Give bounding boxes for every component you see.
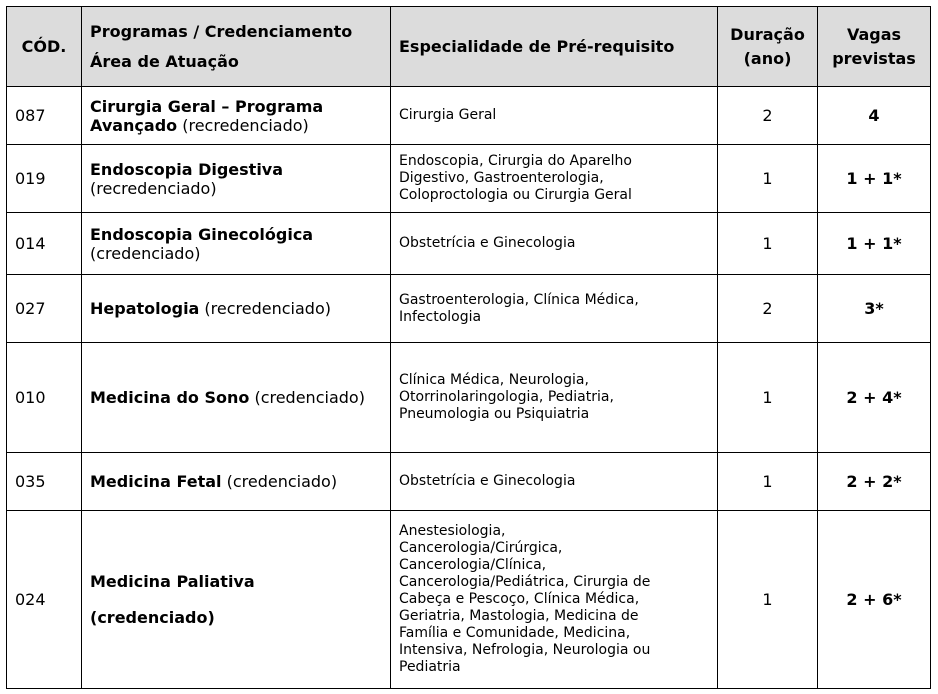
program-status: (recredenciado) xyxy=(199,299,331,318)
cell-code: 027 xyxy=(7,275,82,343)
cell-vacancies: 1 + 1* xyxy=(818,145,931,213)
program-name: Endoscopia Digestiva xyxy=(90,159,284,179)
cell-program xyxy=(82,213,391,275)
cell-duration: 1 xyxy=(718,453,818,511)
program-status: (credenciado) xyxy=(221,472,338,491)
cell-code: 014 xyxy=(7,213,82,275)
table-row xyxy=(7,87,931,145)
table-header-row xyxy=(7,7,931,87)
cell-code: 035 xyxy=(7,453,82,511)
header-program xyxy=(82,7,391,87)
cell-code: 024 xyxy=(7,511,82,689)
cell-code: 087 xyxy=(7,87,82,145)
program-name: Medicina Fetal xyxy=(90,472,222,491)
cell-duration: 1 xyxy=(718,343,818,453)
cell-code: 019 xyxy=(7,145,82,213)
header-duration-line2: (ano) xyxy=(743,48,792,68)
table-row xyxy=(7,453,931,511)
header-duration xyxy=(718,7,818,87)
program-status: (credenciado) xyxy=(90,243,201,263)
header-vacancies-line2: previstas xyxy=(832,48,916,68)
cell-duration: 1 xyxy=(718,145,818,213)
header-vacancies xyxy=(818,7,931,87)
residency-programs-table xyxy=(6,6,931,689)
table-row xyxy=(7,145,931,213)
cell-vacancies: 2 + 2* xyxy=(818,453,931,511)
cell-program xyxy=(82,453,391,511)
table-row xyxy=(7,275,931,343)
program-name: Cirurgia Geral – Programa Avançado xyxy=(90,96,324,135)
cell-specialty: Cirurgia Geral xyxy=(391,87,718,145)
header-duration-line1: Duração xyxy=(730,24,805,44)
cell-vacancies: 2 + 4* xyxy=(818,343,931,453)
header-specialty: Especialidade de Pré-requisito xyxy=(391,7,718,87)
cell-specialty: Endoscopia, Cirurgia do Aparelho Digestivo, Gastroenterologia, Coloproctologia ou Cirurgia Geral xyxy=(391,145,718,213)
cell-vacancies: 4 xyxy=(818,87,931,145)
header-code: CÓD. xyxy=(7,7,82,87)
table-row xyxy=(7,343,931,453)
table-row xyxy=(7,511,931,689)
program-name: Hepatologia xyxy=(90,299,200,318)
cell-duration: 1 xyxy=(718,511,818,689)
cell-program xyxy=(82,87,391,145)
header-program-line2: Área de Atuação xyxy=(90,51,239,71)
cell-vacancies: 1 + 1* xyxy=(818,213,931,275)
cell-program xyxy=(82,511,391,689)
cell-specialty: Obstetrícia e Ginecologia xyxy=(391,453,718,511)
cell-duration: 1 xyxy=(718,213,818,275)
header-vacancies-line1: Vagas xyxy=(846,24,902,44)
program-status: (recredenciado) xyxy=(90,178,217,198)
cell-vacancies: 2 + 6* xyxy=(818,511,931,689)
cell-specialty: Obstetrícia e Ginecologia xyxy=(391,213,718,275)
cell-duration: 2 xyxy=(718,275,818,343)
cell-program xyxy=(82,343,391,453)
cell-specialty: Anestesiologia, Cancerologia/Cirúrgica, Cancerologia/Clínica, Cancerologia/Pediátrica, Cirurgia de Cabeça e Pescoço, Clínica Médica, Geriatria, Mastologia, Medicina de Família e Comunidade, Medicina, Intensiva, Nefrologia, Neurologia ou Pediatria xyxy=(391,511,718,689)
program-name: Medicina do Sono xyxy=(90,388,250,407)
cell-specialty: Gastroenterologia, Clínica Médica, Infectologia xyxy=(391,275,718,343)
program-status: (credenciado) xyxy=(249,388,365,407)
header-program-line1: Programas / Credenciamento xyxy=(90,21,353,41)
cell-specialty: Clínica Médica, Neurologia, Otorrinolaringologia, Pediatria, Pneumologia ou Psiquiatria xyxy=(391,343,718,453)
cell-program xyxy=(82,145,391,213)
program-name: Endoscopia Ginecológica xyxy=(90,224,314,244)
program-status: (recredenciado) xyxy=(177,115,309,135)
program-name: Medicina Paliativa xyxy=(90,571,255,591)
program-status: (credenciado) xyxy=(90,607,215,627)
cell-vacancies: 3* xyxy=(818,275,931,343)
table-row xyxy=(7,213,931,275)
cell-duration: 2 xyxy=(718,87,818,145)
cell-code: 010 xyxy=(7,343,82,453)
cell-program xyxy=(82,275,391,343)
